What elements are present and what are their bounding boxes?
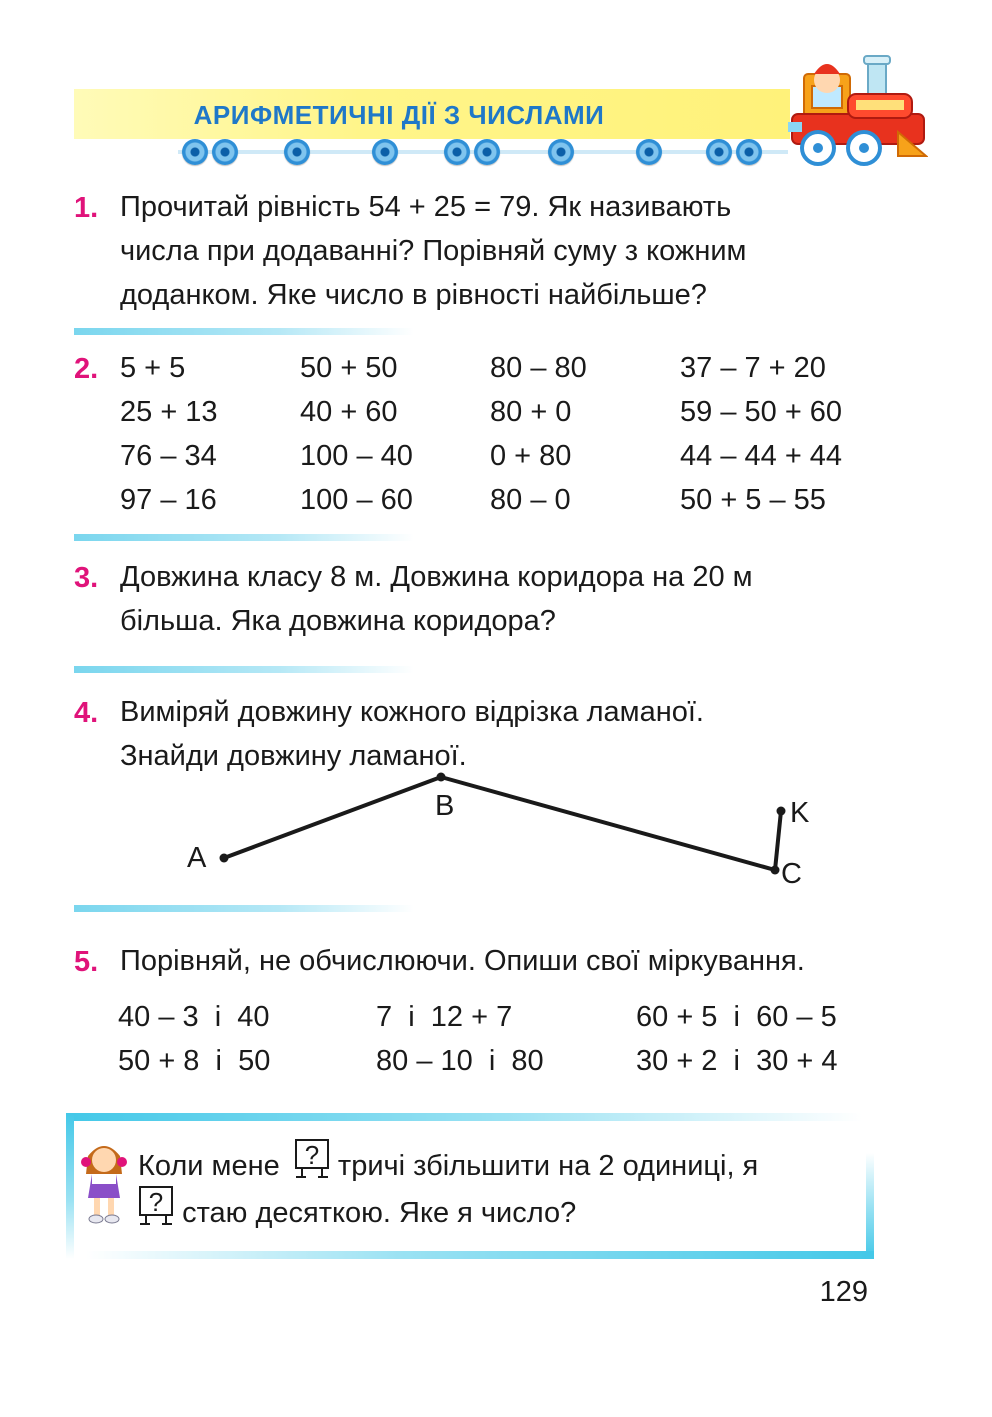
- task-number: 1.: [74, 192, 99, 224]
- point-b: [437, 773, 446, 782]
- task-number: 3.: [74, 562, 99, 594]
- expression: 80 + 0: [490, 396, 572, 428]
- task-number: 4.: [74, 697, 99, 729]
- unknown-number-box: [138, 1187, 168, 1228]
- point-c: [771, 866, 780, 875]
- comparison: 60 + 5 і 60 – 5: [636, 1001, 837, 1033]
- riddle-line-1: [138, 1140, 858, 1188]
- label-c: C: [781, 858, 802, 890]
- task-3-line: Довжина класу 8 м. Довжина коридора на 20 м: [120, 561, 753, 593]
- task-3-line: більша. Яка довжина коридора?: [120, 605, 556, 637]
- question-mark: ?: [304, 1140, 320, 1170]
- comparison: 80 – 10 і 80: [376, 1045, 544, 1077]
- label-k: K: [790, 797, 810, 829]
- expression: 44 – 44 + 44: [680, 440, 843, 472]
- page-number: 129: [819, 1276, 868, 1308]
- comparison: 30 + 2 і 30 + 4: [636, 1045, 838, 1077]
- expression: 0 + 80: [490, 440, 572, 472]
- riddle-text: стаю десяткою. Яке я число?: [182, 1197, 577, 1229]
- label-a: A: [187, 842, 207, 874]
- task-1-line: доданком. Яке число в рівності найбільше?: [120, 279, 707, 311]
- question-mark: ?: [148, 1187, 164, 1217]
- riddle-text: Коли мене: [138, 1150, 280, 1182]
- expression: 76 – 34: [120, 440, 217, 472]
- riddle-line-2: [138, 1187, 858, 1235]
- unknown-number-box: [294, 1140, 324, 1181]
- task-number: 5.: [74, 946, 99, 978]
- comparison: 40 – 3 і 40: [118, 1001, 270, 1033]
- task-4-line: Виміряй довжину кожного відрізка ламаної.: [120, 696, 704, 728]
- expression: 40 + 60: [300, 396, 398, 428]
- task-4-line: Знайди довжину ламаної.: [120, 740, 467, 772]
- expression: 100 – 40: [300, 440, 413, 472]
- expression: 5 + 5: [120, 352, 186, 384]
- expression: 97 – 16: [120, 484, 217, 516]
- expression: 50 + 50: [300, 352, 398, 384]
- expression: 50 + 5 – 55: [680, 484, 826, 516]
- task-1-line: числа при додаванні? Порівняй суму з кожним: [120, 235, 747, 267]
- task-number: 2.: [74, 353, 99, 385]
- page-title: АРИФМЕТИЧНІ ДІЇ З ЧИСЛАМИ: [193, 100, 605, 130]
- girl-illustration: [80, 1140, 128, 1224]
- expression: 59 – 50 + 60: [680, 396, 843, 428]
- task-5-line: Порівняй, не обчислюючи. Опиши свої міркування.: [120, 945, 805, 977]
- expression: 37 – 7 + 20: [680, 352, 826, 384]
- expression: 80 – 0: [490, 484, 571, 516]
- expression: 80 – 80: [490, 352, 587, 384]
- task-1-line: Прочитай рівність 54 + 25 = 79. Як називають: [120, 191, 732, 223]
- riddle-text: тричі збільшити на 2 одиниці, я: [337, 1150, 759, 1182]
- comparison: 50 + 8 і 50: [118, 1045, 271, 1077]
- broken-line: [224, 777, 781, 870]
- expression: 25 + 13: [120, 396, 218, 428]
- comparison: 7 і 12 + 7: [376, 1001, 513, 1033]
- expression: 100 – 60: [300, 484, 413, 516]
- divider: [74, 905, 414, 912]
- point-k: [777, 807, 786, 816]
- label-b: B: [435, 790, 455, 822]
- point-a: [220, 854, 229, 863]
